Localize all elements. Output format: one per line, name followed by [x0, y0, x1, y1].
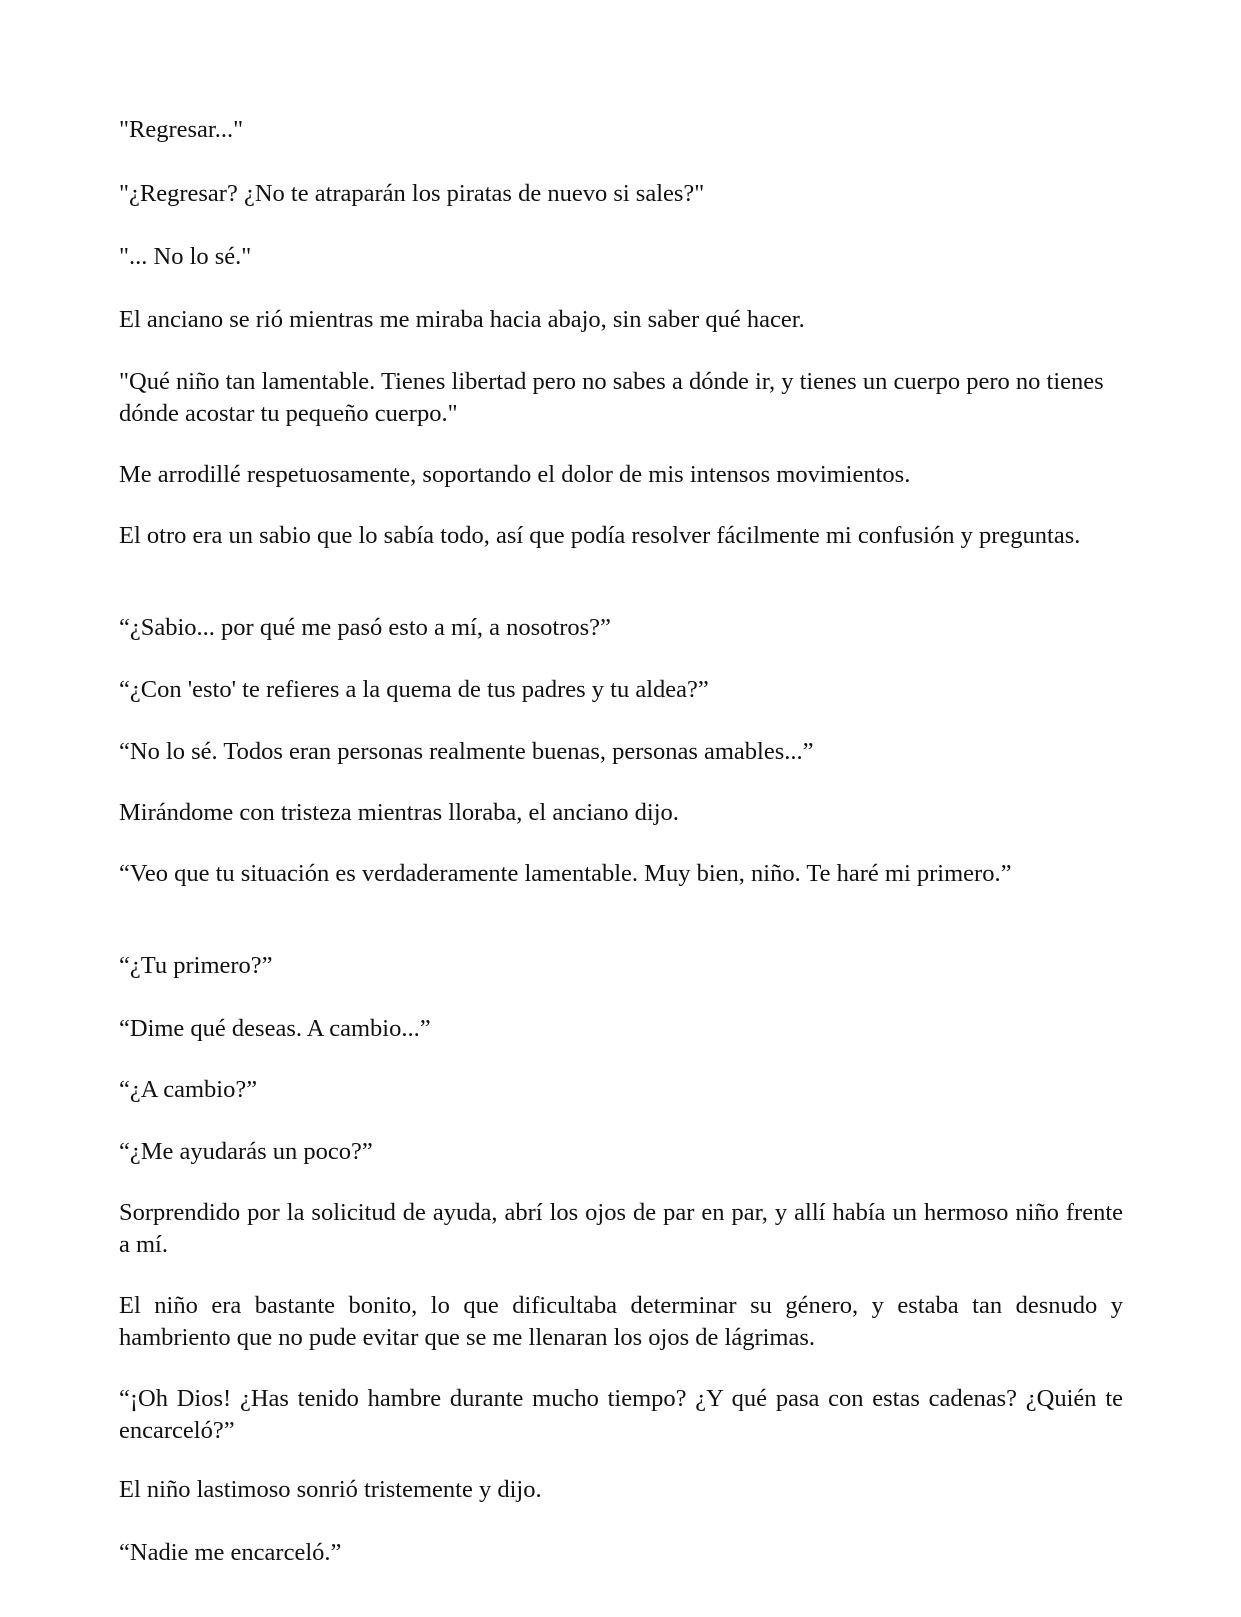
paragraph-5: "Qué niño tan lamentable. Tienes libertad pero no sabes a dónde ir, y tienes un cuerpo pero no tienes dónde acostar tu pequeño cuerpo.": [119, 368, 1104, 427]
paragraph-15: “¿A cambio?”: [119, 1076, 258, 1103]
paragraph-12: “Veo que tu situación es verdaderamente lamentable. Muy bien, niño. Te haré mi primero.”: [119, 860, 1012, 887]
paragraph-8: “¿Sabio... por qué me pasó esto a mí, a nosotros?”: [119, 614, 611, 641]
paragraph-17: Sorprendido por la solicitud de ayuda, abrí los ojos de par en par, y allí había un hermoso niño frente a mí.: [119, 1199, 1123, 1258]
paragraph-7: El otro era un sabio que lo sabía todo, así que podía resolver fácilmente mi confusión y preguntas.: [119, 522, 1081, 549]
paragraph-3: "... No lo sé.": [119, 243, 252, 270]
paragraph-16: “¿Me ayudarás un poco?”: [119, 1138, 373, 1165]
paragraph-14: “Dime qué deseas. A cambio...”: [119, 1015, 431, 1042]
paragraph-9: “¿Con 'esto' te refieres a la quema de tus padres y tu aldea?”: [119, 676, 709, 703]
paragraph-2: "¿Regresar? ¿No te atraparán los piratas de nuevo si sales?": [119, 180, 705, 207]
paragraph-11: Mirándome con tristeza mientras lloraba, el anciano dijo.: [119, 799, 679, 826]
paragraph-6: Me arrodillé respetuosamente, soportando el dolor de mis intensos movimientos.: [119, 461, 911, 488]
paragraph-19: “¡Oh Dios! ¿Has tenido hambre durante mucho tiempo? ¿Y qué pasa con estas cadenas? ¿Quién te encarceló?”: [119, 1385, 1123, 1444]
paragraph-13: “¿Tu primero?”: [119, 952, 273, 979]
paragraph-4: El anciano se rió mientras me miraba hacia abajo, sin saber qué hacer.: [119, 306, 805, 333]
paragraph-1: "Regresar...": [119, 116, 244, 143]
paragraph-10: “No lo sé. Todos eran personas realmente buenas, personas amables...”: [119, 738, 814, 765]
paragraph-21: “Nadie me encarceló.”: [119, 1539, 342, 1566]
paragraph-18: El niño era bastante bonito, lo que dificultaba determinar su género, y estaba tan desnudo y hambriento que no pude evitar que se me llenaran los ojos de lágrimas.: [119, 1292, 1123, 1351]
paragraph-20: El niño lastimoso sonrió tristemente y dijo.: [119, 1476, 542, 1503]
